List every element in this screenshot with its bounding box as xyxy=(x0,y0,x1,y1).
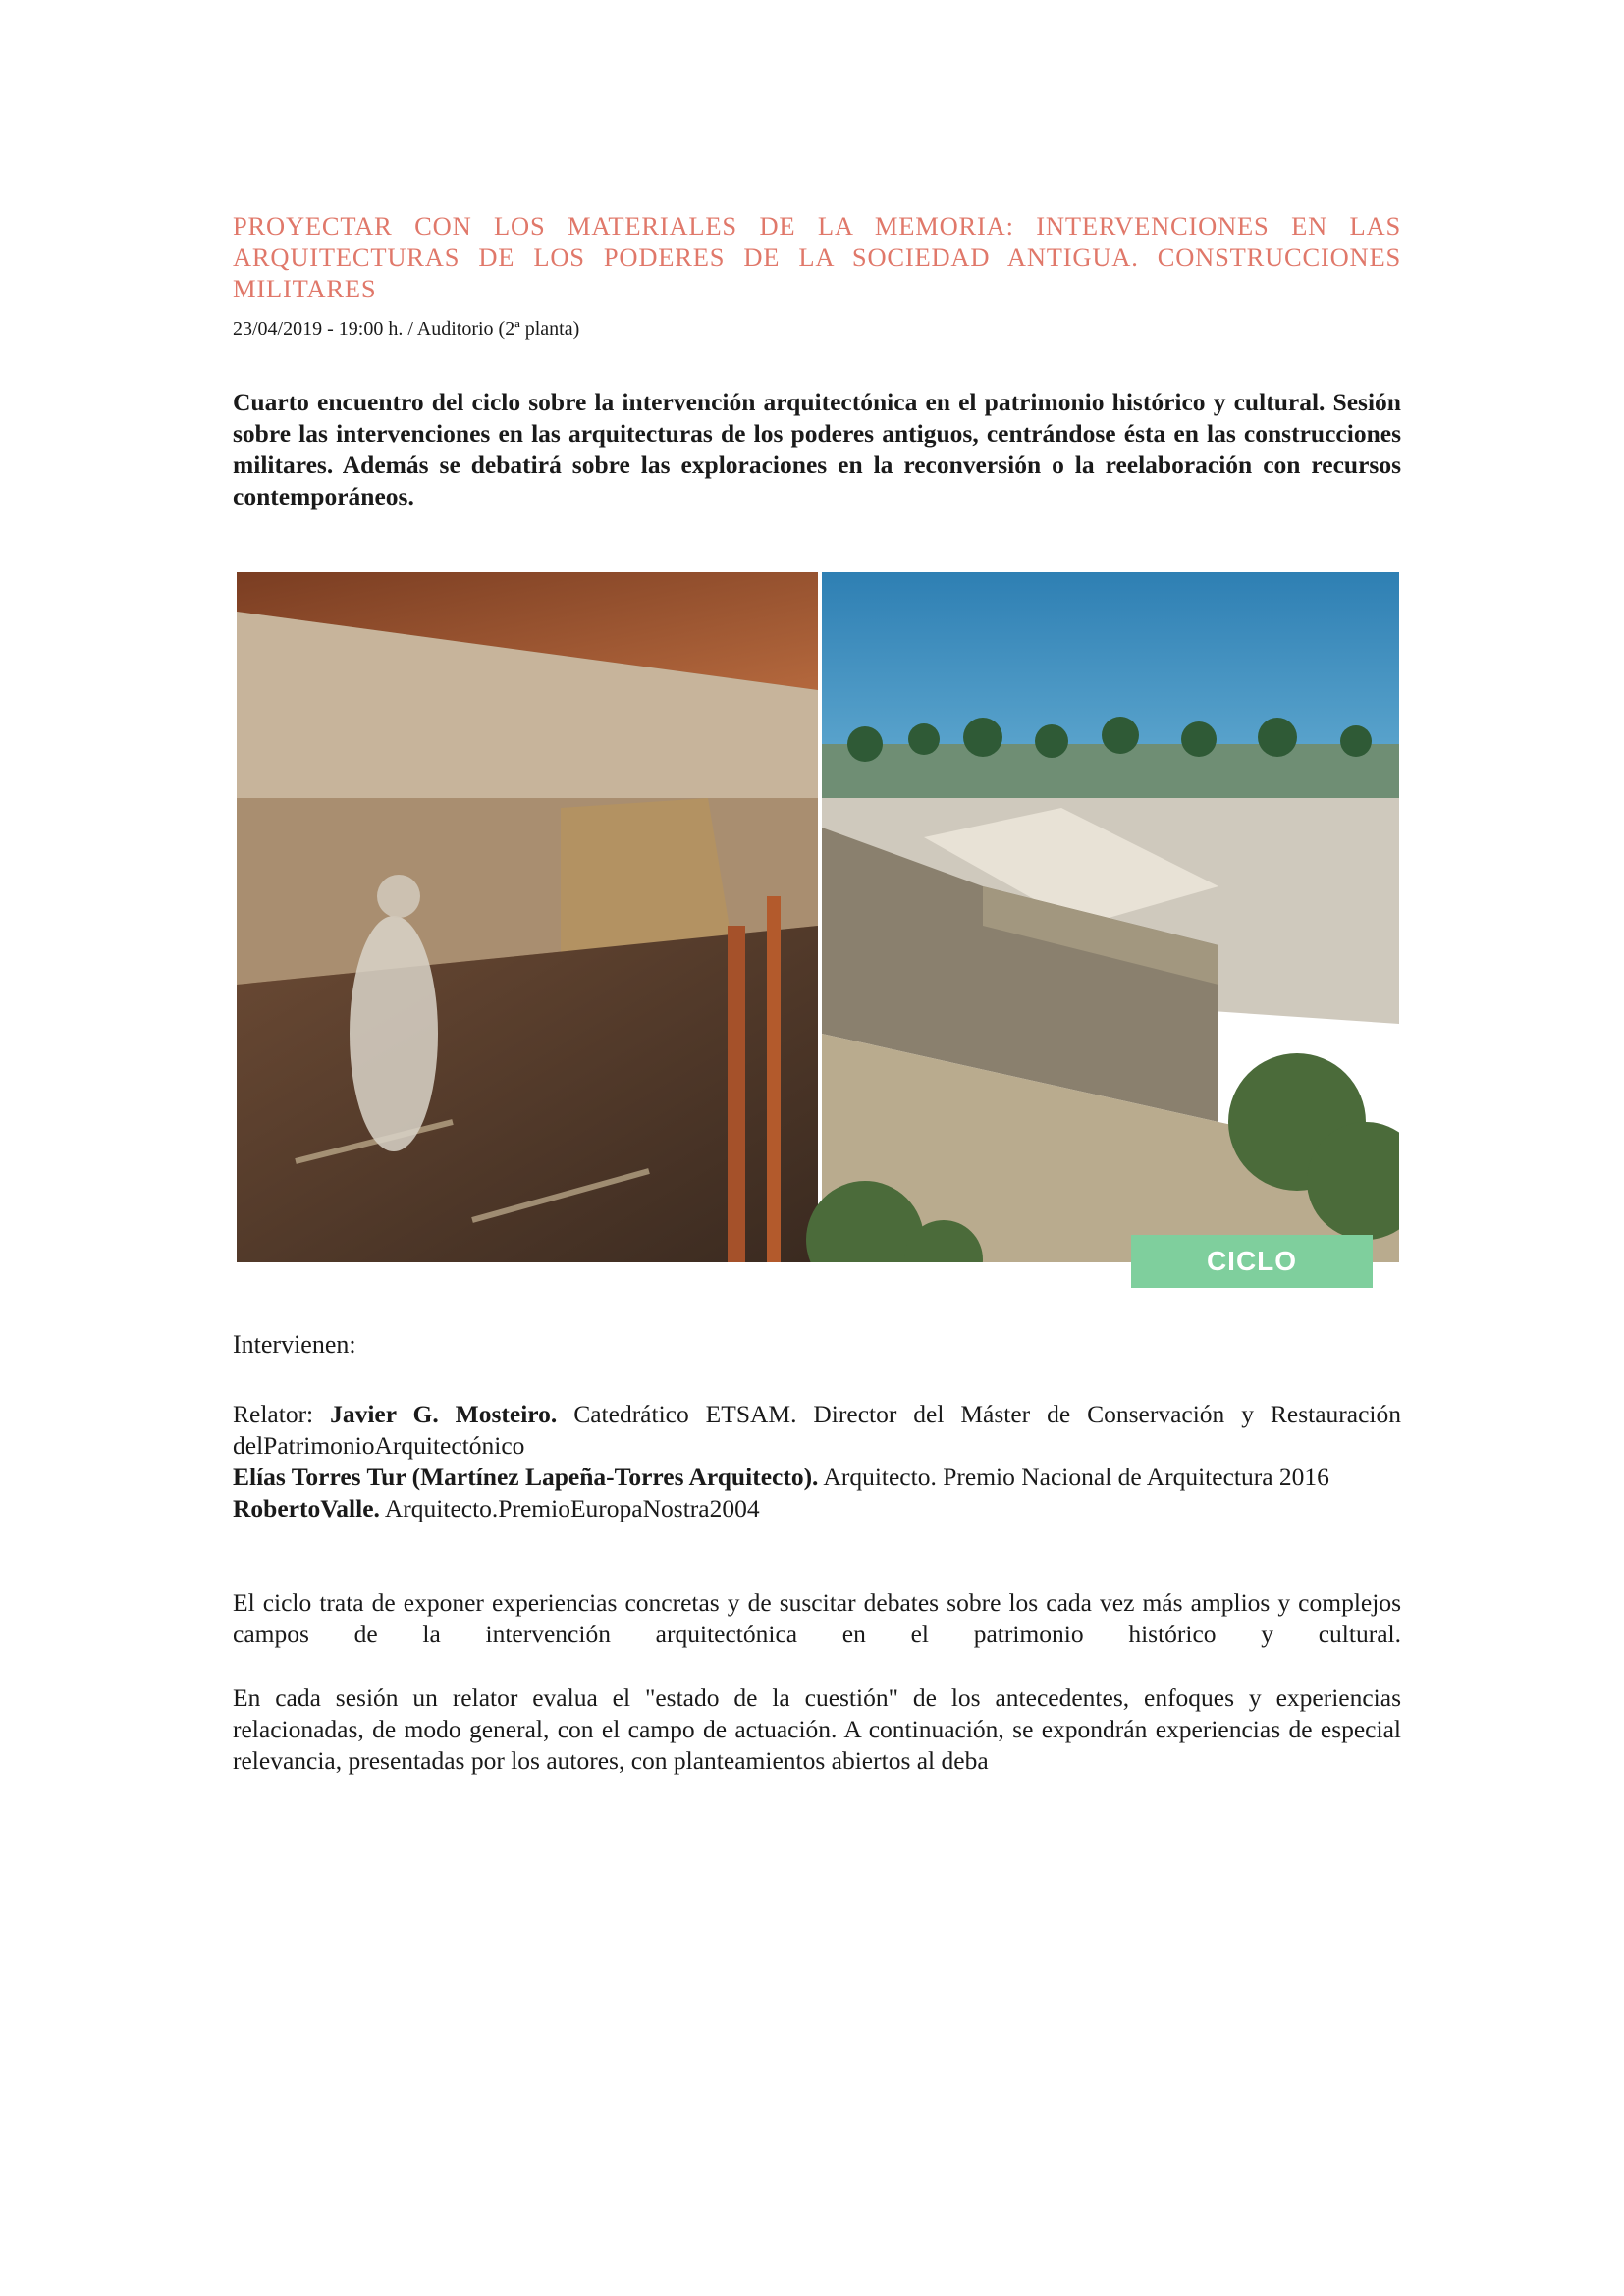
speaker-item xyxy=(233,1399,1401,1462)
event-intro: Cuarto encuentro del ciclo sobre la intervención arquitectónica en el patrimonio histórico y cultural. Sesión sobre las intervenciones en las arquitecturas de los poderes antiguos, centrándose ésta en las construcciones militares. Además se debatirá sobre las exploraciones en la reconversión o la reelaboración con recursos contemporáneos. xyxy=(233,388,1401,510)
speakers-list xyxy=(233,1399,1401,1524)
speaker-desc: Arquitecto. Premio Nacional de Arquitectura 2016 xyxy=(818,1463,1329,1491)
speaker-desc: Arquitecto.PremioEuropaNostra2004 xyxy=(379,1494,760,1522)
event-photo xyxy=(237,572,1399,1262)
ciclo-tag xyxy=(1131,1235,1373,1288)
speaker-name: Javier G. Mosteiro. xyxy=(330,1400,558,1428)
speaker-item xyxy=(233,1462,1401,1493)
speaker-desc: Catedrático ETSAM. Director del Máster de Conservación y Restauración delPatrimonioArquitectónico xyxy=(233,1400,1402,1460)
speaker-prefix: Relator: xyxy=(233,1400,331,1428)
event-date-place: 23/04/2019 - 19:00 h. / Auditorio (2ª planta) xyxy=(233,318,580,340)
speaker-name: Elías Torres Tur (Martínez Lapeña-Torres Arquitecto). xyxy=(233,1463,819,1491)
ciclo-tag-label: CICLO xyxy=(1206,1246,1298,1276)
body-paragraph-2: En cada sesión un relator evalua el "estado de la cuestión" de los antecedentes, enfoques y experiencias relacionadas, de modo general, con el campo de actuación. A continuación, se expondrán experiencias de especial relevancia, presentadas por los autores, con planteamientos abiertos al deba xyxy=(233,1683,1401,1775)
body-paragraph-1: El ciclo trata de exponer experiencias concretas y de suscitar debates sobre los cada vez más amplios y complejos campos de la intervención arquitectónica en el patrimonio histórico y cultural. xyxy=(233,1588,1401,1648)
speaker-item xyxy=(233,1493,1401,1524)
speaker-name: RobertoValle. xyxy=(233,1494,380,1522)
event-title: PROYECTAR CON LOS MATERIALES DE LA MEMORIA: INTERVENCIONES EN LAS ARQUITECTURAS DE LOS PODERES DE LA SOCIEDAD ANTIGUA. CONSTRUCCIONES MILITARES xyxy=(233,211,1401,303)
speakers-label: Intervienen: xyxy=(233,1330,356,1359)
